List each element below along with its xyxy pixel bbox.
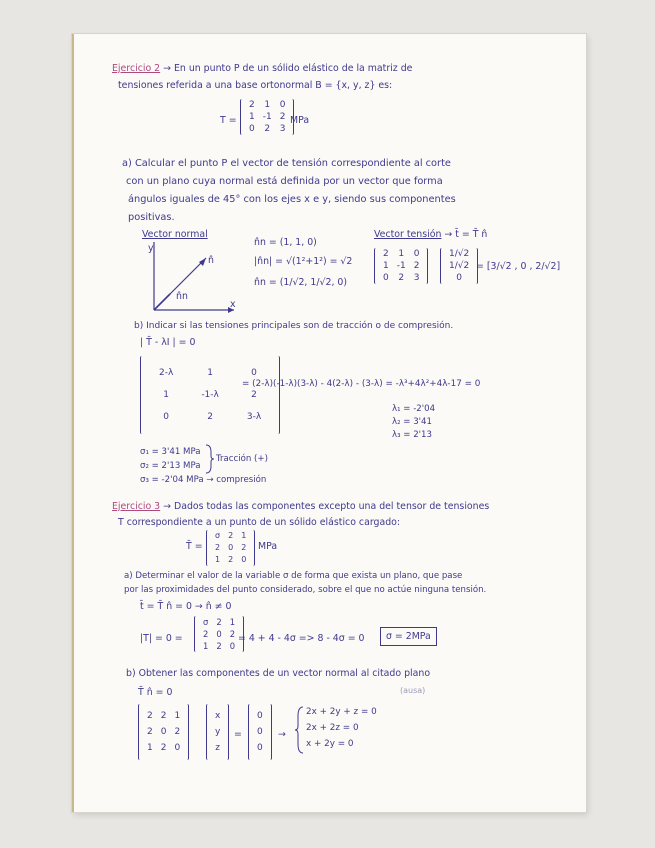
normal-vector-column [440,248,478,284]
ej2-header [112,62,412,75]
ej3-b-note: (ausa) [400,686,426,695]
ej3-tensor-cell: 1 [241,531,247,540]
ej3-det-cell: 1 [229,617,236,627]
zero-vector-cell: 0 [257,711,263,721]
char-det-cell: 2 [251,390,257,400]
ej3-tensor-matrix [206,530,255,566]
unknown-vector [206,704,229,760]
vec-n-base-label: n̂n [176,291,188,302]
ej2-a-3: ángulos iguales de 45° con los ejes x e y, siendo sus componentes [128,194,456,205]
vector-tension-title: Vector tensión [374,229,442,240]
ej3-det-cell: 0 [216,629,222,639]
n-eq-1: n̂n = (1, 1, 0) [254,237,317,248]
sigma-2: σ₂ = 2'13 MPa [140,461,201,471]
tension-matrix-cell: 1 [398,249,405,259]
ej3-det-cell: 1 [203,641,209,651]
vector-tension-header [374,228,487,241]
system-matrix-cell: 2 [147,727,153,737]
unknown-vector-cell: z [215,743,221,753]
sys-eq-3: x + 2y = 0 [306,739,354,749]
normal-vector-cell: 0 [456,273,462,283]
ej3-tensor-cell: 0 [228,543,234,552]
system-matrix-cell: 1 [147,743,153,753]
system-matrix [138,704,189,760]
characteristic-expansion: = (2-λ)(-1-λ)(3-λ) - 4(2-λ) - (3-λ) = -λ³+4λ²+4λ-17 = 0 [242,379,481,389]
char-det-cell: 1 [207,368,213,378]
ej3-b-eq: T̄ n̂ = 0 [138,687,173,698]
axis-x-label: x [230,299,236,310]
n-eq-2: |n̂n| = √(1²+1²) = √2 [254,256,353,267]
sys-eq-2: 2x + 2z = 0 [306,723,359,733]
ej2-tensor-cell: -1 [262,112,272,122]
lambda-2: λ₂ = 3'41 [392,417,432,427]
ej3-header [112,500,489,513]
ej3-det-label: |T| = 0 = [140,633,183,644]
ej2-a-4: positivas. [128,212,175,223]
ej3-intro-2: T correspondiente a un punto de un sólido elástico cargado: [118,517,401,528]
ej3-det-cell: 2 [203,629,209,639]
unknown-vector-cell: x [215,711,221,721]
ej3-T-label: T̄ = [186,541,203,552]
ej2-T-unit: MPa [290,115,310,126]
ej3-tensor-cell: σ [215,531,221,540]
ej3-title: Ejercicio 3 [112,501,161,512]
tension-matrix-cell: 2 [413,261,420,271]
ej2-tensor-cell: 3 [279,124,286,134]
tension-matrix-cell: 2 [383,249,389,259]
sigma-1: σ₁ = 3'41 MPa [140,447,201,457]
ej2-a-1: a) Calcular el punto P el vector de tensión correspondiente al corte [122,158,451,169]
implies-arrow: → [278,729,286,740]
zero-vector-cell: 0 [257,727,263,737]
tension-matrix-cell: 0 [413,249,420,259]
char-det-cell: 0 [251,368,257,378]
ej3-T-unit: MPa [258,541,278,552]
char-det-cell: 2-λ [159,368,174,378]
zero-vector-cell: 0 [257,743,263,753]
vec-n-label: n̂ [208,255,214,266]
ej2-tensor-cell: 1 [264,100,271,110]
system-matrix-cell: 1 [174,711,181,721]
ej2-tensor-cell: 0 [279,100,286,110]
sigma-3: σ₃ = -2'04 MPa → compresión [140,475,267,485]
char-det-cell: 0 [163,412,170,422]
tension-matrix-cell: -1 [396,261,406,271]
ej3-det-cell: 2 [216,641,222,651]
ej3-tensor-cell: 0 [241,555,247,564]
sys-eq-1: 2x + 2y + z = 0 [306,707,377,717]
system-matrix-cell: 0 [174,743,181,753]
ej3-det-cell: σ [203,617,209,627]
normal-vector-cell: 1/√2 [449,261,470,271]
ej2-b-1: b) Indicar si las tensiones principales son de tracción o de compresión. [134,321,454,331]
ej3-a-eq: t̄ = T̄ n̂ = 0 → n̂ ≠ 0 [140,601,232,612]
ej3-a-2: por las proximidades del punto considerado, sobre el que no actúe ninguna tensión. [124,585,487,595]
ej3-tensor-cell: 2 [228,555,234,564]
tension-matrix-cell: 1 [383,261,389,271]
system-matrix-cell: 2 [160,711,167,721]
vector-normal-title: Vector normal [142,229,208,240]
tension-matrix-cell: 3 [413,273,420,283]
lambda-1: λ₁ = -2'04 [392,404,436,414]
ej3-tensor-cell: 2 [241,543,247,552]
ej3-intro-1: → Dados todas las componentes excepto una del tensor de tensiones [163,501,490,512]
char-det-cell: 3-λ [246,412,262,422]
ej3-det-cell: 0 [229,641,236,651]
system-brace [294,706,304,754]
vector-tension-formula: → t̄ = T̄ n̂ [444,229,488,240]
equals-sign: = [234,729,242,740]
ej3-tensor-cell: 1 [215,555,221,564]
traccion-brace [204,444,214,474]
ej2-tensor-cell: 2 [264,124,271,134]
n-eq-3: n̂n = (1/√2, 1/√2, 0) [254,277,348,288]
normal-vector-cell: 1/√2 [449,249,470,259]
ej2-tensor-cell: 1 [249,112,255,122]
tension-result: = [3/√2 , 0 , 2/√2] [476,261,561,272]
ej3-b-1: b) Obtener las componentes de un vector normal al citado plano [126,668,431,679]
ej3-det-cell: 2 [216,617,222,627]
zero-vector [248,704,272,760]
unknown-vector-cell: y [215,727,221,737]
char-det-cell: -1-λ [201,390,219,400]
lambda-3: λ₃ = 2'13 [392,430,432,440]
axis-y-label: y [148,243,154,254]
ej2-intro-1: → En un punto P de un sólido elástico de la matriz de [163,63,413,74]
system-matrix-cell: 0 [160,727,167,737]
ej3-tensor-cell: 2 [215,543,221,552]
traccion-label: Tracción (+) [216,454,268,464]
ej2-tensor-cell: 2 [249,100,255,110]
system-matrix-cell: 2 [160,743,167,753]
tension-matrix-cell: 0 [383,273,389,283]
system-matrix-cell: 2 [147,711,153,721]
ej2-intro-2: tensiones referida a una base ortonormal B = {x, y, z} es: [118,80,393,91]
ej2-tensor-cell: 2 [279,112,286,122]
ej2-tensor-cell: 0 [249,124,255,134]
tension-matrix-cell: 2 [398,273,405,283]
ej3-det-cell: 2 [229,629,236,639]
ej2-b-eq: | T̄ - λI | = 0 [140,337,196,348]
characteristic-determinant [140,356,280,434]
ej3-a-1: a) Determinar el valor de la variable σ de forma que exista un plano, que pase [124,571,463,581]
ej3-determinant [194,616,244,652]
char-det-cell: 1 [163,390,170,400]
ej2-a-2: con un plano cuya normal está definida por un vector que forma [126,176,443,187]
sigma-result-box: σ = 2MPa [380,627,437,646]
ej2-title: Ejercicio 2 [112,63,161,74]
char-det-cell: 2 [207,412,213,422]
ej2-tensor-matrix [240,99,294,135]
ej3-det-expansion: = 4 + 4 - 4σ => 8 - 4σ = 0 [238,633,365,644]
tension-matrix [374,248,428,284]
system-matrix-cell: 2 [174,727,181,737]
ej3-tensor-cell: 2 [228,531,234,540]
ej2-T-label: T = [220,115,237,126]
